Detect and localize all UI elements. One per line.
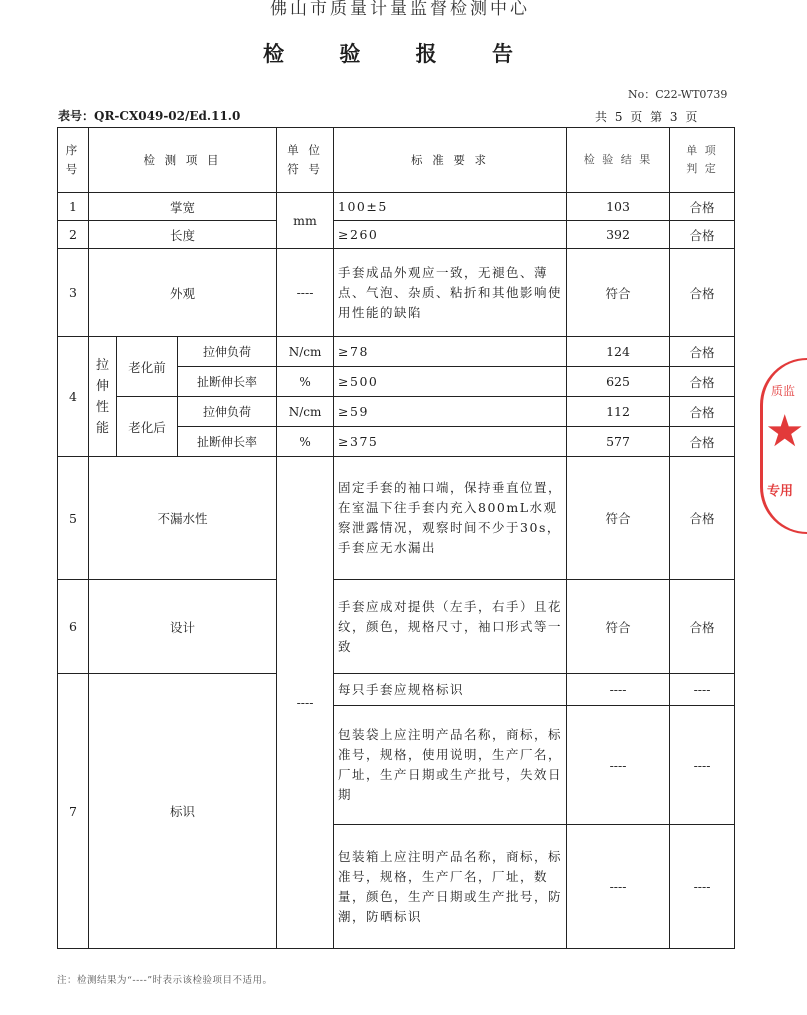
form-number: 表号：QR-CX049-02/Ed.11.0 bbox=[58, 109, 241, 123]
row-std: ≥260 bbox=[334, 221, 567, 249]
row-unit: ---- bbox=[277, 249, 334, 337]
row-item: 拉伸负荷 bbox=[178, 337, 277, 367]
row-no: 3 bbox=[58, 249, 89, 337]
report-number: No：C22-WT0739 bbox=[628, 88, 728, 101]
row-judge: ---- bbox=[670, 674, 735, 706]
row-unit: ---- bbox=[277, 457, 334, 949]
table-row bbox=[58, 193, 735, 221]
footnote: 注：检测结果为“----”时表示该检验项目不适用。 bbox=[57, 975, 273, 986]
row-no: 1 bbox=[58, 193, 89, 221]
row-no: 5 bbox=[58, 457, 89, 580]
row-no: 4 bbox=[58, 337, 89, 457]
row-std: ≥78 bbox=[334, 337, 567, 367]
row-std: 包装箱上应注明产品名称，商标，标准号，规格，生产厂名，厂址，数量，颜色，生产日期或生产批号，防潮，防晒标识 bbox=[334, 825, 567, 949]
row-judge: ---- bbox=[670, 706, 735, 825]
row-result: 符合 bbox=[567, 580, 670, 674]
row-item: 拉伸负荷 bbox=[178, 397, 277, 427]
row-judge: 合格 bbox=[670, 367, 735, 397]
table-row bbox=[58, 221, 735, 249]
col-seq: 序 号 bbox=[58, 128, 89, 193]
row-unit: % bbox=[277, 367, 334, 397]
col-std: 标 准 要 求 bbox=[334, 128, 567, 193]
table-row bbox=[58, 249, 735, 337]
tensile-group-label: 拉 伸 性 能 bbox=[89, 337, 117, 457]
row-std: ≥500 bbox=[334, 367, 567, 397]
row-judge: 合格 bbox=[670, 221, 735, 249]
row-item: 标识 bbox=[89, 674, 277, 949]
after-aging-label: 老化后 bbox=[117, 397, 178, 457]
row-std: ≥59 bbox=[334, 397, 567, 427]
row-judge: 合格 bbox=[670, 457, 735, 580]
row-item: 扯断伸长率 bbox=[178, 427, 277, 457]
row-item: 掌宽 bbox=[89, 193, 277, 221]
table-row bbox=[58, 397, 735, 427]
row-judge: 合格 bbox=[670, 397, 735, 427]
stamp-text-bottom: 专用 bbox=[767, 484, 794, 499]
stamp-text-top: 质监 bbox=[771, 384, 796, 398]
row-result: 392 bbox=[567, 221, 670, 249]
table-row bbox=[58, 580, 735, 674]
row-unit: N/cm bbox=[277, 337, 334, 367]
row-std: 手套应成对提供（左手，右手）且花纹，颜色，规格尺寸，袖口形式等一致 bbox=[334, 580, 567, 674]
row-item: 不漏水性 bbox=[89, 457, 277, 580]
row-judge: 合格 bbox=[670, 427, 735, 457]
row-unit: N/cm bbox=[277, 397, 334, 427]
row-result: 符合 bbox=[567, 457, 670, 580]
row-no: 6 bbox=[58, 580, 89, 674]
row-result: ---- bbox=[567, 674, 670, 706]
report-title: 检 验 报 告 bbox=[263, 41, 537, 66]
col-judge: 单 项 判 定 bbox=[670, 128, 735, 193]
star-icon: ★ bbox=[765, 406, 805, 457]
row-result: ---- bbox=[567, 825, 670, 949]
row-result: ---- bbox=[567, 706, 670, 825]
row-judge: 合格 bbox=[670, 249, 735, 337]
row-item: 外观 bbox=[89, 249, 277, 337]
red-seal-stamp bbox=[760, 358, 807, 534]
row-judge: 合格 bbox=[670, 337, 735, 367]
row-result: 符合 bbox=[567, 249, 670, 337]
row-std: ≥375 bbox=[334, 427, 567, 457]
col-unit: 单 位 符 号 bbox=[277, 128, 334, 193]
row-result: 112 bbox=[567, 397, 670, 427]
row-unit: mm bbox=[277, 193, 334, 249]
header-row bbox=[58, 128, 735, 193]
table-row bbox=[58, 337, 735, 367]
row-judge: 合格 bbox=[670, 193, 735, 221]
row-item: 扯断伸长率 bbox=[178, 367, 277, 397]
table-row bbox=[58, 457, 735, 580]
row-item: 设计 bbox=[89, 580, 277, 674]
row-std: 每只手套应规格标识 bbox=[334, 674, 567, 706]
col-item: 检 测 项 目 bbox=[89, 128, 277, 193]
org-name: 佛山市质量计量监督检测中心 bbox=[270, 0, 530, 19]
row-result: 577 bbox=[567, 427, 670, 457]
row-std: 包装袋上应注明产品名称，商标，标准号，规格，使用说明，生产厂名，厂址，生产日期或生产批号，失效日期 bbox=[334, 706, 567, 825]
table-row bbox=[58, 674, 735, 706]
row-result: 124 bbox=[567, 337, 670, 367]
row-std: 100±5 bbox=[334, 193, 567, 221]
row-judge: 合格 bbox=[670, 580, 735, 674]
row-std: 手套成品外观应一致，无褪色、薄点、气泡、杂质、粘折和其他影响使用性能的缺陷 bbox=[334, 249, 567, 337]
row-unit: % bbox=[277, 427, 334, 457]
col-result: 检 验 结 果 bbox=[567, 128, 670, 193]
before-aging-label: 老化前 bbox=[117, 337, 178, 397]
row-result: 625 bbox=[567, 367, 670, 397]
row-no: 2 bbox=[58, 221, 89, 249]
row-result: 103 bbox=[567, 193, 670, 221]
row-item: 长度 bbox=[89, 221, 277, 249]
row-judge: ---- bbox=[670, 825, 735, 949]
page-info: 共 5 页 第 3 页 bbox=[595, 110, 700, 124]
row-std: 固定手套的袖口端，保持垂直位置，在室温下往手套内充入800mL水观察泄露情况，观察时间不少于30s，手套应无水漏出 bbox=[334, 457, 567, 580]
row-no: 7 bbox=[58, 674, 89, 949]
report-table bbox=[57, 127, 735, 949]
